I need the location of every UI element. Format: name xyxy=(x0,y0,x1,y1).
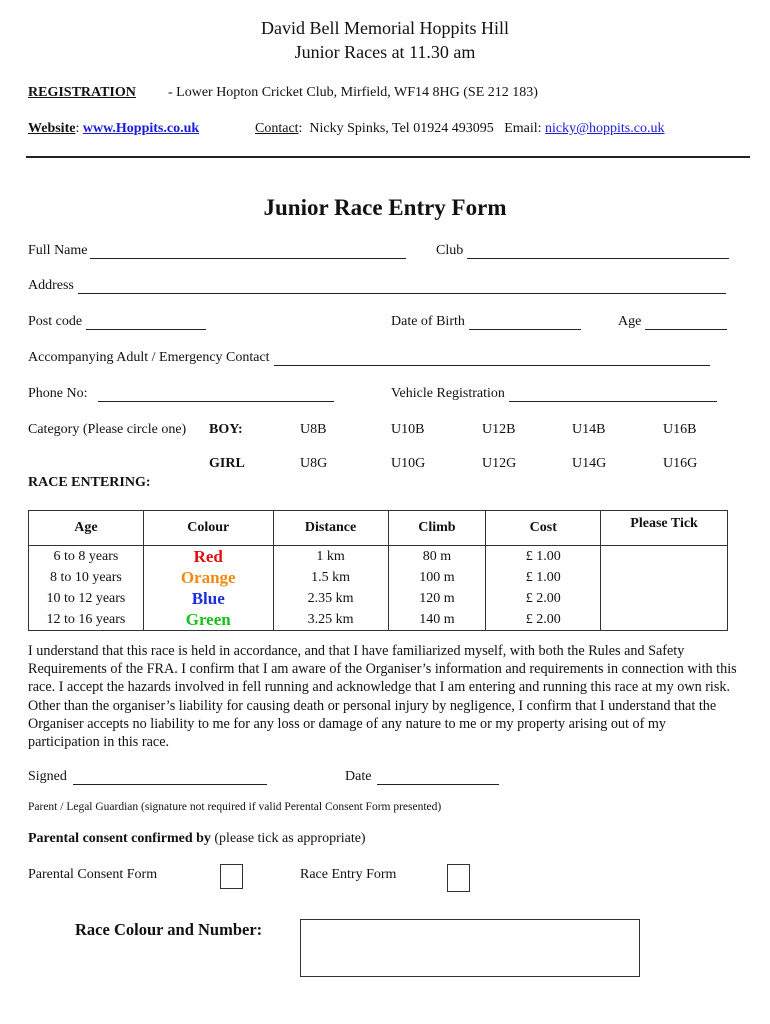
table-row xyxy=(29,567,728,588)
contact-label: Contact xyxy=(255,121,299,136)
row-cost: £ 1.00 xyxy=(486,546,601,568)
row-climb: 80 m xyxy=(388,546,486,568)
boy-label: BOY: xyxy=(209,422,243,437)
row-climb: 120 m xyxy=(388,588,486,609)
table-row xyxy=(29,609,728,631)
row-cost: £ 2.00 xyxy=(486,609,601,631)
age-line[interactable] xyxy=(645,315,727,330)
row-age: 12 to 16 years xyxy=(29,609,144,631)
phone-label: Phone No: xyxy=(28,386,88,401)
parental-consent-instruction: (please tick as appropriate) xyxy=(210,831,366,846)
header-climb: Climb xyxy=(388,511,486,546)
declaration-text: I understand that this race is held in accordance, and that I have familiarized myself, with both the Rules and Safety Requirements of the FRA. I confirm that I am aware of the Organiser’s information and requirements in connection with this race. I accept the hazards involved in fell running and acknowledge that I am entering and running this race at my own risk. Other than the organiser’s liability for causing death or personal injury by negligence, I confirm that I understand that the Organiser accepts no liability to me for any loss or damage of any nature to me or my property arising out of my participation in this race. xyxy=(28,643,737,751)
row-colour: Blue xyxy=(143,588,273,609)
row-distance: 2.35 km xyxy=(273,588,388,609)
row-tick-cell[interactable] xyxy=(601,567,728,588)
address-label: Address xyxy=(28,278,74,293)
address-field[interactable] xyxy=(28,278,726,294)
header-age: Age xyxy=(29,511,144,546)
girl-label: GIRL xyxy=(209,456,245,471)
category-u8b[interactable]: U8B xyxy=(300,422,327,437)
age-label: Age xyxy=(618,314,642,329)
registration-address: - Lower Hopton Cricket Club, Mirfield, WF14 8HG (SE 212 183) xyxy=(168,85,538,100)
category-u16b[interactable]: U16B xyxy=(663,422,697,437)
vehicle-registration-label: Vehicle Registration xyxy=(391,386,505,401)
race-entry-form-label: Race Entry Form xyxy=(300,867,397,882)
category-u12g[interactable]: U12G xyxy=(482,456,517,471)
row-climb: 100 m xyxy=(388,567,486,588)
date-line[interactable] xyxy=(377,770,499,785)
guardian-note: Parent / Legal Guardian (signature not required if valid Perental Consent Form presented) xyxy=(28,801,442,813)
contact-details: : Nicky Spinks, Tel 01924 493095 Email: xyxy=(298,121,546,136)
row-age: 6 to 8 years xyxy=(29,546,144,568)
event-title: David Bell Memorial Hoppits Hill xyxy=(261,18,509,38)
full-name-field[interactable] xyxy=(28,243,406,259)
row-tick-cell[interactable] xyxy=(601,546,728,568)
row-distance: 3.25 km xyxy=(273,609,388,631)
header-cost: Cost xyxy=(486,511,601,546)
phone-line[interactable] xyxy=(98,387,334,402)
header-colour: Colour xyxy=(143,511,273,546)
category-u10g[interactable]: U10G xyxy=(391,456,426,471)
website-link[interactable]: www.Hoppits.co.uk xyxy=(82,121,200,136)
postcode-field[interactable] xyxy=(28,314,206,330)
phone-field[interactable] xyxy=(28,386,334,402)
signed-line[interactable] xyxy=(73,770,267,785)
row-colour: Red xyxy=(143,546,273,568)
postcode-label: Post code xyxy=(28,314,83,329)
parental-consent-heading xyxy=(28,831,366,847)
table-row xyxy=(29,588,728,609)
row-colour: Green xyxy=(143,609,273,631)
parental-consent-form-label: Parental Consent Form xyxy=(28,867,158,882)
website-line xyxy=(28,121,199,137)
row-age: 8 to 10 years xyxy=(29,567,144,588)
header-please-tick: Please Tick xyxy=(601,511,728,546)
full-name-label: Full Name xyxy=(28,243,88,258)
category-u14g[interactable]: U14G xyxy=(572,456,607,471)
category-label: Category (Please circle one) xyxy=(28,422,187,437)
race-entering-label: RACE ENTERING: xyxy=(28,475,151,490)
row-distance: 1.5 km xyxy=(273,567,388,588)
dob-field[interactable] xyxy=(391,314,581,330)
emergency-contact-line[interactable] xyxy=(274,351,710,366)
row-climb: 140 m xyxy=(388,609,486,631)
category-u16g[interactable]: U16G xyxy=(663,456,698,471)
row-cost: £ 1.00 xyxy=(486,567,601,588)
registration-label: REGISTRATION xyxy=(28,85,136,100)
website-label: Website xyxy=(28,121,76,136)
row-cost: £ 2.00 xyxy=(486,588,601,609)
contact-email-link[interactable]: nicky@hoppits.co.uk xyxy=(545,121,665,136)
parental-consent-form-checkbox[interactable] xyxy=(220,864,243,889)
vehicle-registration-line[interactable] xyxy=(509,387,717,402)
date-label: Date xyxy=(345,769,372,784)
form-title: Junior Race Entry Form xyxy=(263,195,507,220)
signed-field[interactable] xyxy=(28,769,267,785)
date-field[interactable] xyxy=(345,769,499,785)
event-subtitle: Junior Races at 11.30 am xyxy=(294,42,476,62)
emergency-contact-field[interactable] xyxy=(28,350,710,366)
age-field[interactable] xyxy=(618,314,727,330)
website-separator: : xyxy=(75,121,80,136)
club-field[interactable] xyxy=(436,243,729,259)
signed-label: Signed xyxy=(28,769,67,784)
row-tick-cell[interactable] xyxy=(601,588,728,609)
header-distance: Distance xyxy=(273,511,388,546)
postcode-line[interactable] xyxy=(86,315,206,330)
club-line[interactable] xyxy=(467,244,729,259)
race-table xyxy=(28,510,728,631)
full-name-line[interactable] xyxy=(90,244,406,259)
category-u14b[interactable]: U14B xyxy=(572,422,606,437)
race-entry-form-checkbox[interactable] xyxy=(447,864,470,892)
dob-label: Date of Birth xyxy=(391,314,465,329)
race-table-header xyxy=(29,511,728,546)
vehicle-registration-field[interactable] xyxy=(391,386,717,402)
race-colour-number-label: Race Colour and Number: xyxy=(75,920,263,939)
row-distance: 1 km xyxy=(273,546,388,568)
category-u8g[interactable]: U8G xyxy=(300,456,328,471)
club-label: Club xyxy=(436,243,464,258)
row-tick-cell[interactable] xyxy=(601,609,728,631)
contact-line xyxy=(255,121,664,137)
category-u10b[interactable]: U10B xyxy=(391,422,425,437)
dob-line[interactable] xyxy=(469,315,581,330)
parental-consent-bold: Parental consent confirmed by xyxy=(28,831,211,846)
header-divider xyxy=(26,156,750,158)
row-colour: Orange xyxy=(143,567,273,588)
address-line[interactable] xyxy=(78,279,726,294)
category-u12b[interactable]: U12B xyxy=(482,422,516,437)
race-colour-number-box[interactable] xyxy=(300,919,640,977)
emergency-contact-label: Accompanying Adult / Emergency Contact xyxy=(28,350,270,365)
table-row xyxy=(29,546,728,568)
row-age: 10 to 12 years xyxy=(29,588,144,609)
